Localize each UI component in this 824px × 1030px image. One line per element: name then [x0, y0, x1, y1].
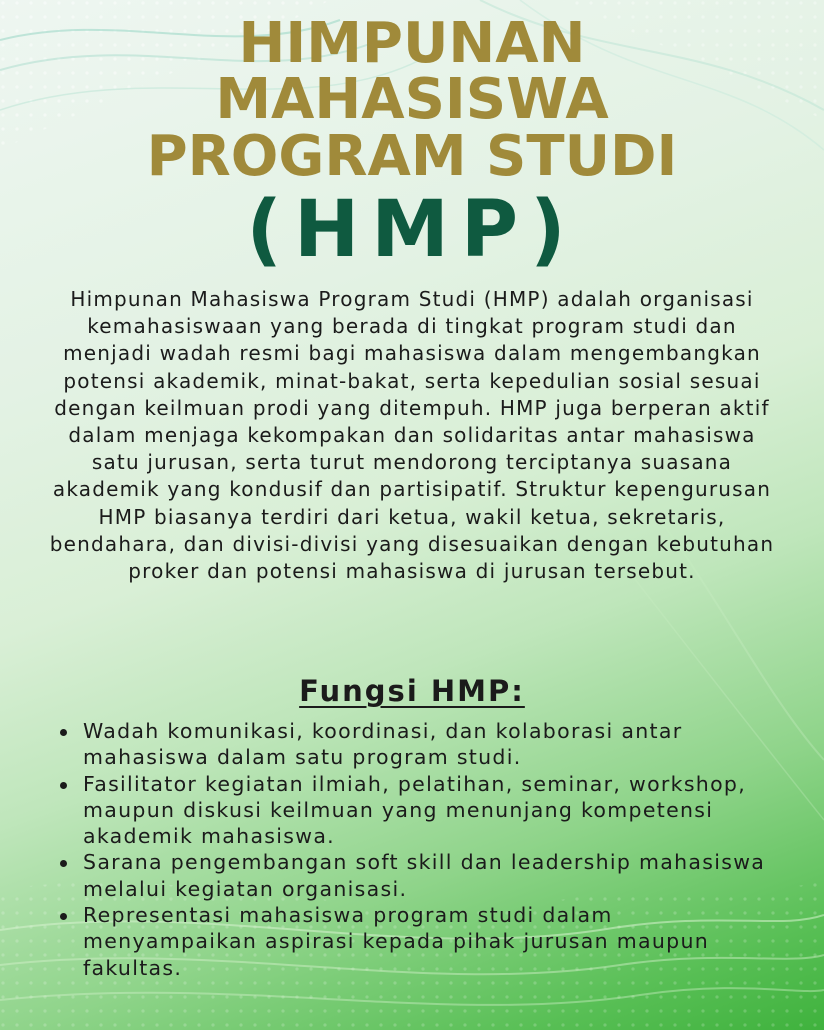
functions-list — [60, 718, 780, 981]
list-item-text: Fasilitator kegiatan ilmiah, pelatihan, seminar, workshop, maupun diskusi keilmuan yang menunjang kompetensi akademik mahasiswa. — [83, 771, 747, 849]
functions-heading: Fungsi HMP: — [299, 674, 525, 708]
list-item — [60, 771, 780, 850]
list-item-text: Sarana pengembangan soft skill dan leadership mahasiswa melalui kegiatan organisasi. — [83, 850, 766, 901]
title-line-2: MAHASISWA — [215, 67, 609, 132]
list-item — [60, 718, 780, 771]
description-paragraph: Himpunan Mahasiswa Program Studi (HMP) adalah organisasi kemahasiswaan yang berada di tingkat program studi dan menjadi wadah resmi bagi mahasiswa dalam mengembangkan potensi akademik, minat-bakat, serta kepedulian sosial sesuai dengan keilmuan prodi yang ditempuh. HMP juga berperan aktif dalam menjaga kekompakan dan solidaritas antar mahasiswa satu jurusan, serta turut mendorong terciptanya suasana akademik yang kondusif dan partisipatif. Struktur kepengurusan HMP biasanya terdiri dari ketua, wakil ketua, sekretaris, bendahara, dan divisi-divisi yang disesuaikan dengan kebutuhan proker dan potensi mahasiswa di jurusan tersebut. — [49, 287, 775, 584]
list-item — [60, 849, 780, 902]
list-item-text: Wadah komunikasi, koordinasi, dan kolaborasi antar mahasiswa dalam satu program studi. — [83, 719, 683, 770]
bullet-icon — [60, 782, 67, 789]
title-acronym: (HMP) — [246, 185, 578, 275]
bullet-icon — [60, 913, 67, 920]
list-item-text: Representasi mahasiswa program studi dalam menyampaikan aspirasi kepada pihak jurusan maupun fakultas. — [83, 903, 710, 980]
title-line-1: HIMPUNAN — [238, 11, 586, 76]
bullet-icon — [60, 860, 67, 867]
bullet-icon — [60, 729, 67, 736]
list-item — [60, 902, 780, 981]
title-line-3: PROGRAM STUDI — [146, 124, 678, 189]
